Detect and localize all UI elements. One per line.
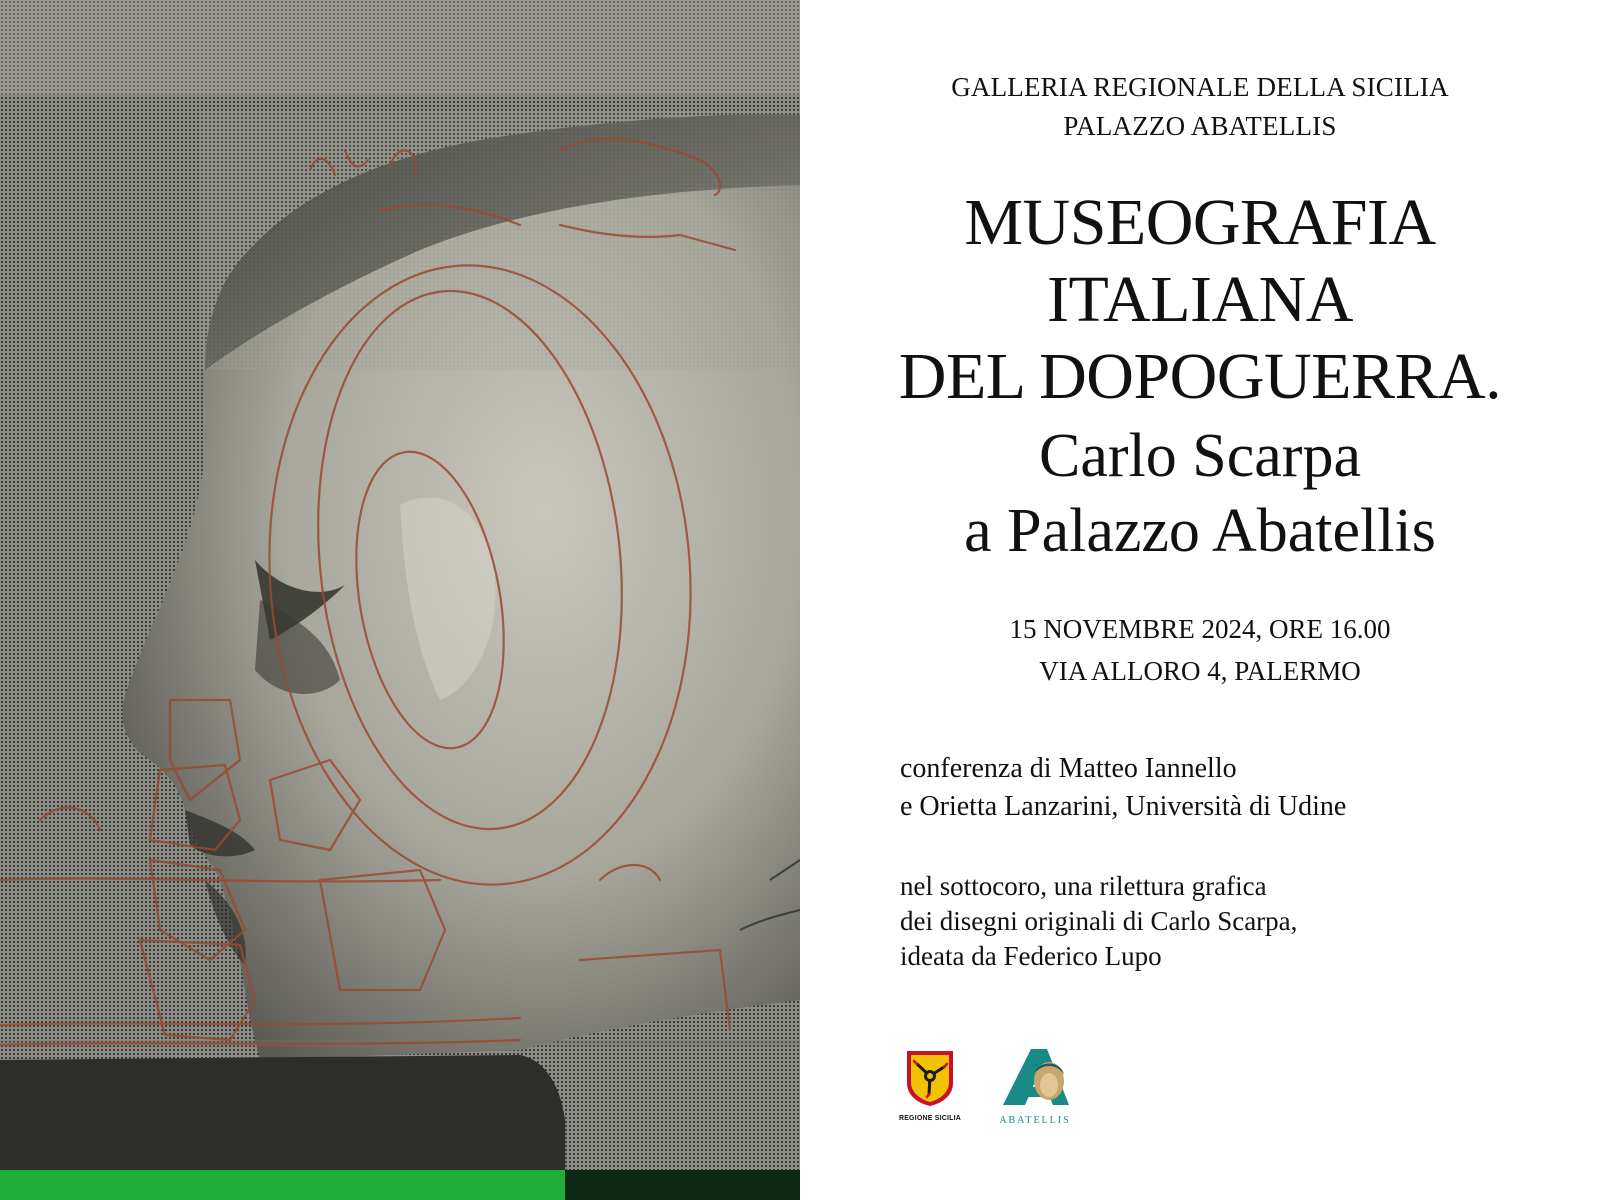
subtitle-line-1: Carlo Scarpa — [1039, 422, 1361, 490]
exhibition-line-2: dei disegni originali di Carlo Scarpa, — [900, 906, 1298, 936]
trinacria-shield-icon — [905, 1049, 955, 1107]
exhibition-line-3: ideata da Federico Lupo — [900, 941, 1162, 971]
event-date-time: 15 NOVEMBRE 2024, ORE 16.00 — [1009, 614, 1391, 644]
event-subtitle — [800, 419, 1600, 569]
abatellis-label: ABATELLIS — [999, 1115, 1071, 1126]
event-title — [800, 184, 1600, 415]
event-details — [800, 608, 1600, 692]
abatellis-logo — [990, 1047, 1080, 1126]
institution-name: GALLERIA REGIONALE DELLA SICILIA — [951, 72, 1449, 102]
event-address: VIA ALLORO 4, PALERMO — [1039, 656, 1361, 686]
title-line-2: ITALIANA — [1047, 263, 1353, 336]
text-panel — [800, 0, 1600, 1200]
subtitle-line-2: a Palazzo Abatellis — [964, 497, 1436, 565]
regione-sicilia-label: REGIONE SICILIA — [898, 1115, 962, 1122]
exhibition-line-1: nel sottocoro, una rilettura grafica — [900, 871, 1267, 901]
conference-line-2: e Orietta Lanzarini, Università di Udine — [900, 791, 1347, 822]
title-line-3: DEL DOPOGUERRA. — [898, 340, 1502, 413]
title-line-1: MUSEOGRAFIA — [964, 186, 1436, 259]
institution-venue: PALAZZO ABATELLIS — [1063, 111, 1337, 141]
institution-heading — [800, 68, 1600, 146]
exhibition-description — [900, 869, 1297, 974]
conference-line-1: conferenza di Matteo Iannello — [900, 753, 1237, 784]
conference-description — [900, 750, 1346, 826]
regione-sicilia-logo — [895, 1049, 965, 1122]
abatellis-a-icon — [995, 1047, 1075, 1107]
